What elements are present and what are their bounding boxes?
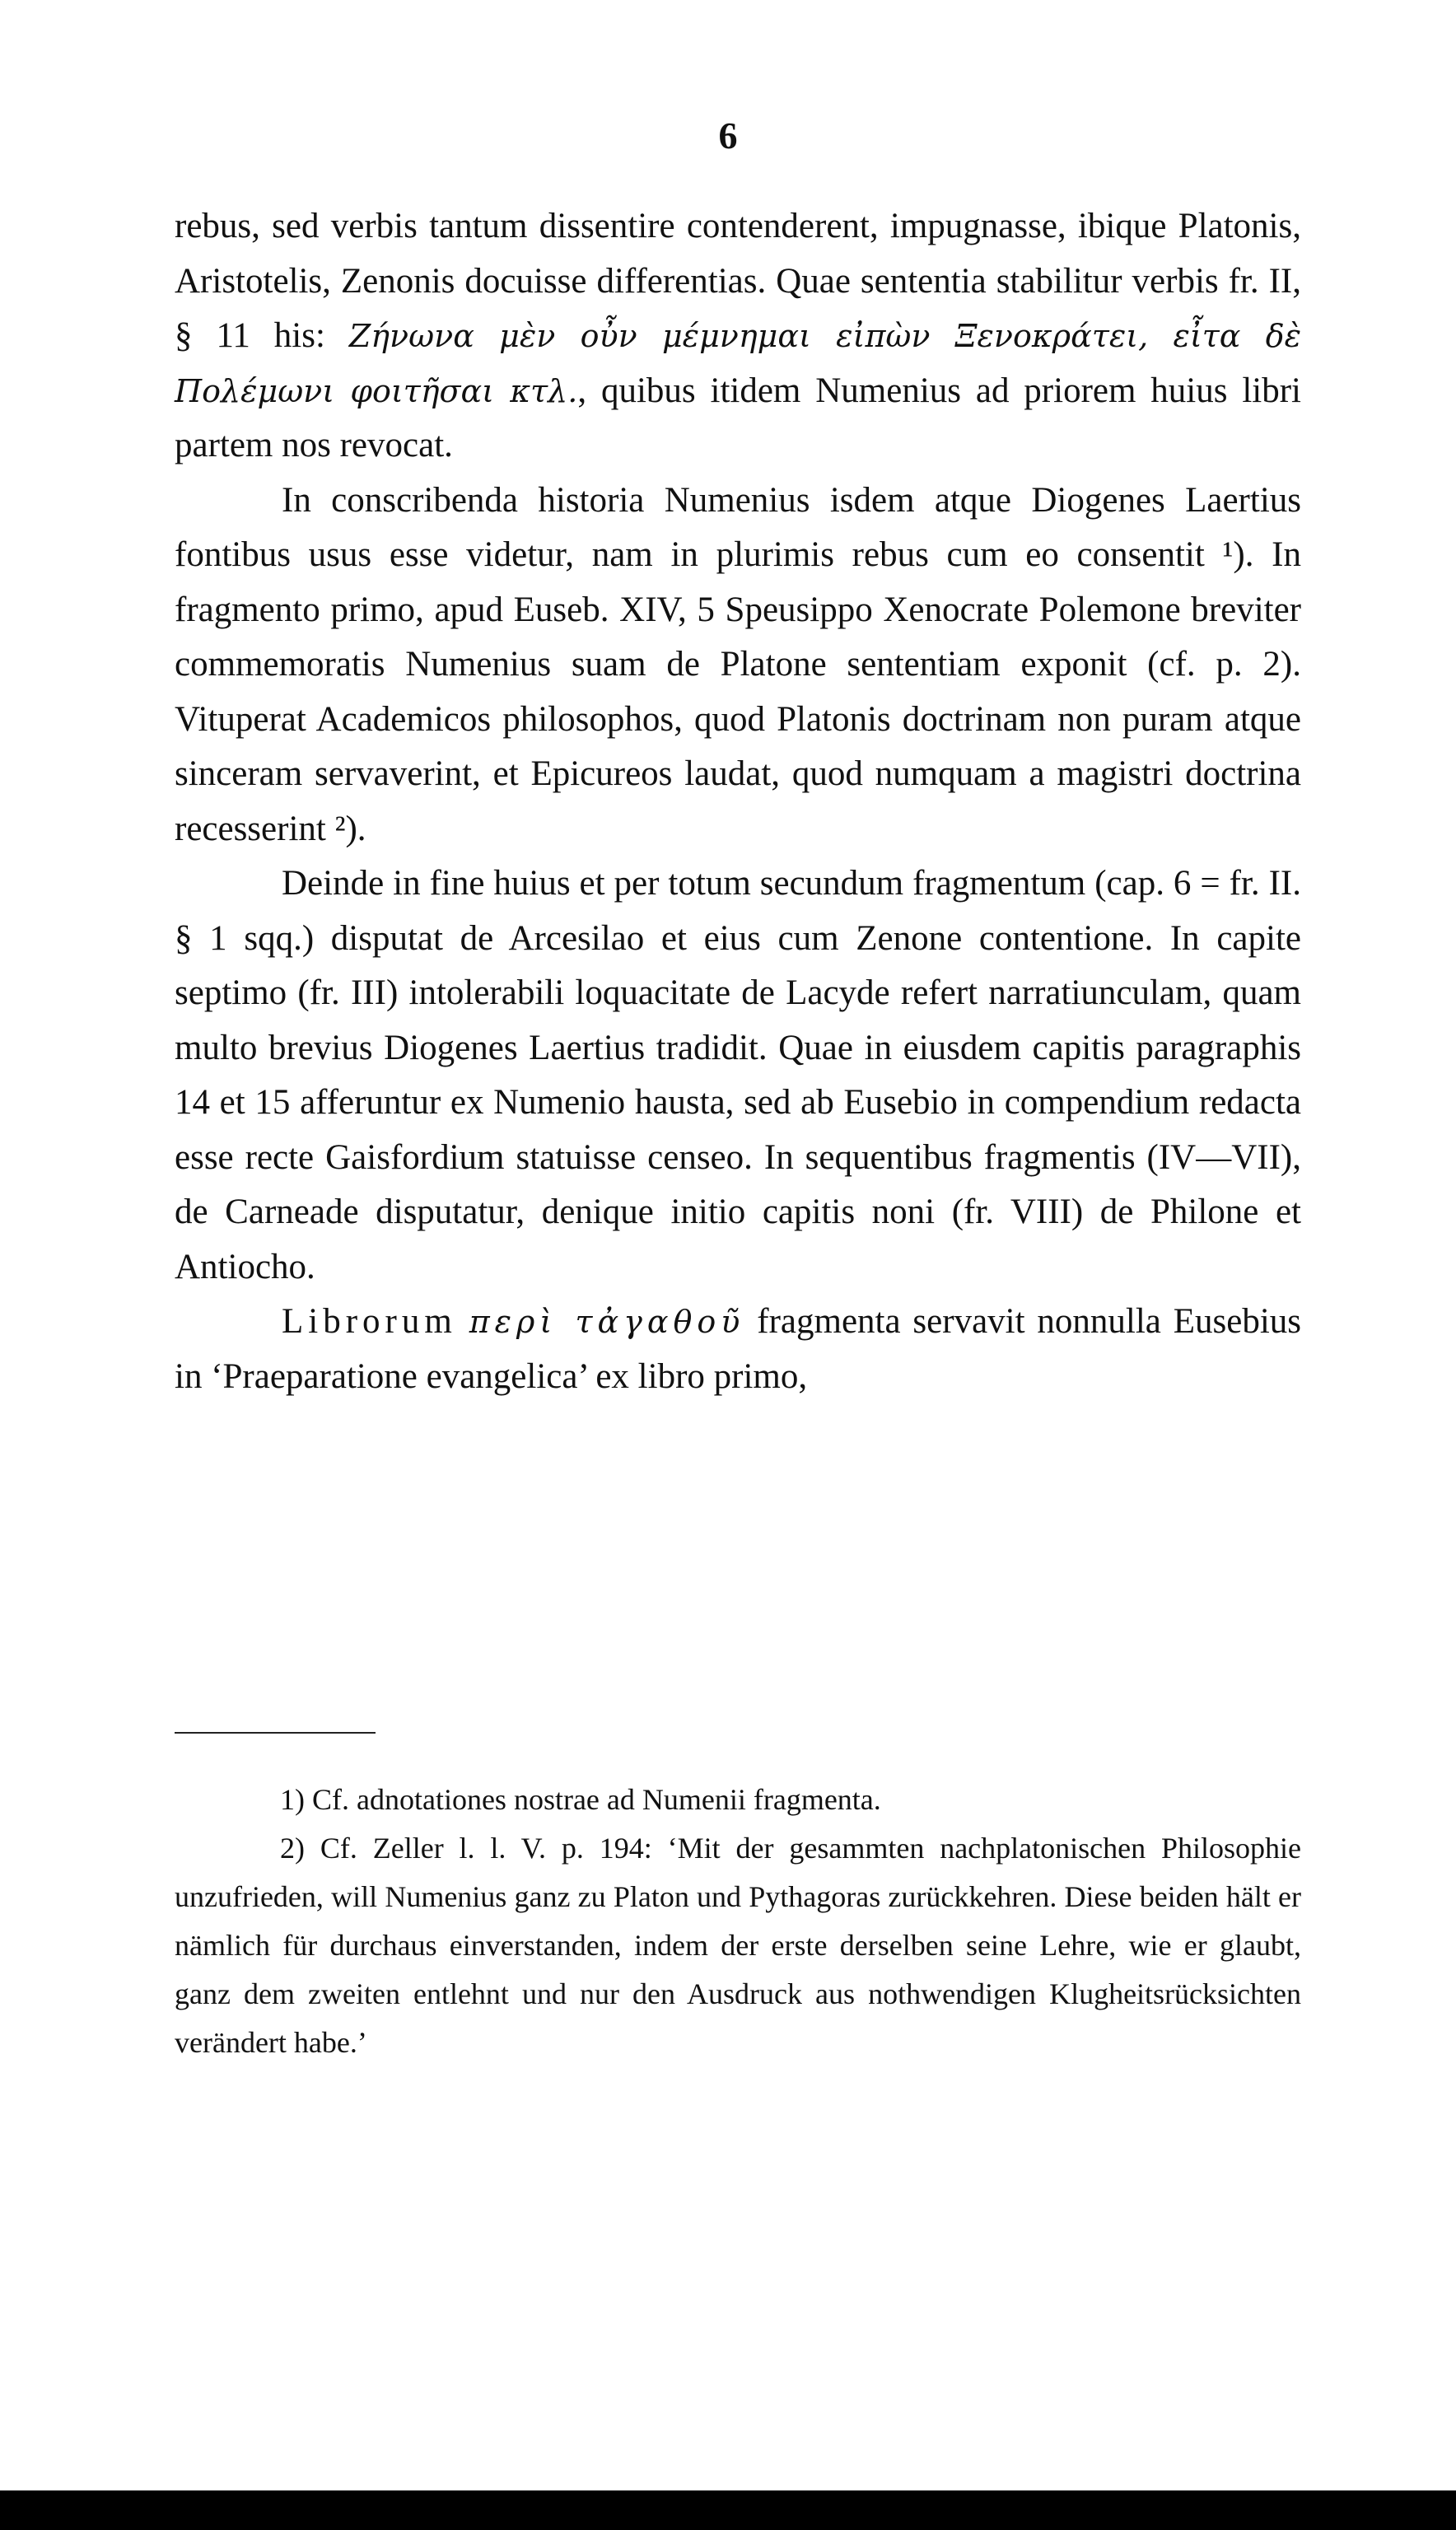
footnote-1: 1) Cf. adnotationes nostrae ad Numenii fragmenta. <box>280 1783 881 1816</box>
paragraph-4-text: fragmenta servavit nonnulla Eusebius in ‘Praeparatione evangelica’ ex libro primo, <box>175 1302 1302 1396</box>
paragraph-3: Deinde in fine huius et per totum secundum fragmentum (cap. 6 = fr. II. § 1 sqq.) disputat de Arcesilao et eius cum Zenone contentione. In capite septimo (fr. III) intolerabili loquacitate de Lacyde refert narratiunculam, quam multo brevius Diogenes Laertius tradidit. Quae in eiusdem capitis paragraphis 14 et 15 afferuntur ex Numenio hausta, sed ab Eusebio in compendium redacta esse recte Gaisfordium statuisse censeo. In sequentibus fragmentis (IV—VII), de Carneade disputatur, denique initio capitis noni (fr. VIII) de Philone et Antiocho. <box>175 864 1301 1286</box>
footnote-2: 2) Cf. Zeller l. l. V. p. 194: ‘Mit der gesammten nachplatonischen Philosophie unzufrieden, will Numenius ganz zu Platon und Pythagoras zurückkehren. Diese beiden hält er nämlich für durchaus einverstanden, indem der erste derselben seine Lehre, wie er glaubt, ganz dem zweiten entlehnt und nur den Ausdruck aus nothwendigen Klugheitsrücksichten verändert habe.’ <box>175 1832 1301 2059</box>
scan-bottom-edge <box>0 2490 1456 2530</box>
footnotes <box>175 1776 1301 2067</box>
greek-quotation: Ζήνωνα μὲν οὖν μέμνημαι εἰπὼν Ξενοκράτει, εἶτα δὲ Πολέμωνι φοιτῆσαι κτλ. <box>175 318 1301 409</box>
footnote-divider <box>175 1732 376 1734</box>
page-number: 6 <box>718 114 738 156</box>
greek-title: περὶ τἀγαθοῦ <box>469 1304 745 1340</box>
paragraph-2: In conscribenda historia Numenius isdem atque Diogenes Laertius fontibus usus esse videtur, nam in plurimis rebus cum eo consentit ¹). In fragmento primo, apud Euseb. XIV, 5 Speusippo Xenocrate Polemone breviter commemoratis Numenius suam de Platone sententiam exponit (cf. p. 2). Vituperat Academicos philosophos, quod Platonis doctrinam non puram atque sinceram servaverint, et Epicureos laudat, quod numquam a magistri doctrina recesserint ²). <box>175 480 1301 848</box>
paragraph-1 <box>175 199 1301 474</box>
main-text <box>175 199 1301 1404</box>
spaced-title-word: Librorum <box>282 1302 457 1341</box>
paragraph-1-text-a: rebus, sed verbis tantum dissentire contenderent, impugnasse, ibique Platonis, Aristotelis, Zenonis docuisse differentias. Quae sententia stabilitur verbis fr. II, § 11 his: <box>175 207 1301 355</box>
paragraph-4 <box>175 1295 1301 1404</box>
paragraph-1-text-b: , quibus itidem Numenius ad priorem huius libri partem nos revocat. <box>175 371 1301 464</box>
